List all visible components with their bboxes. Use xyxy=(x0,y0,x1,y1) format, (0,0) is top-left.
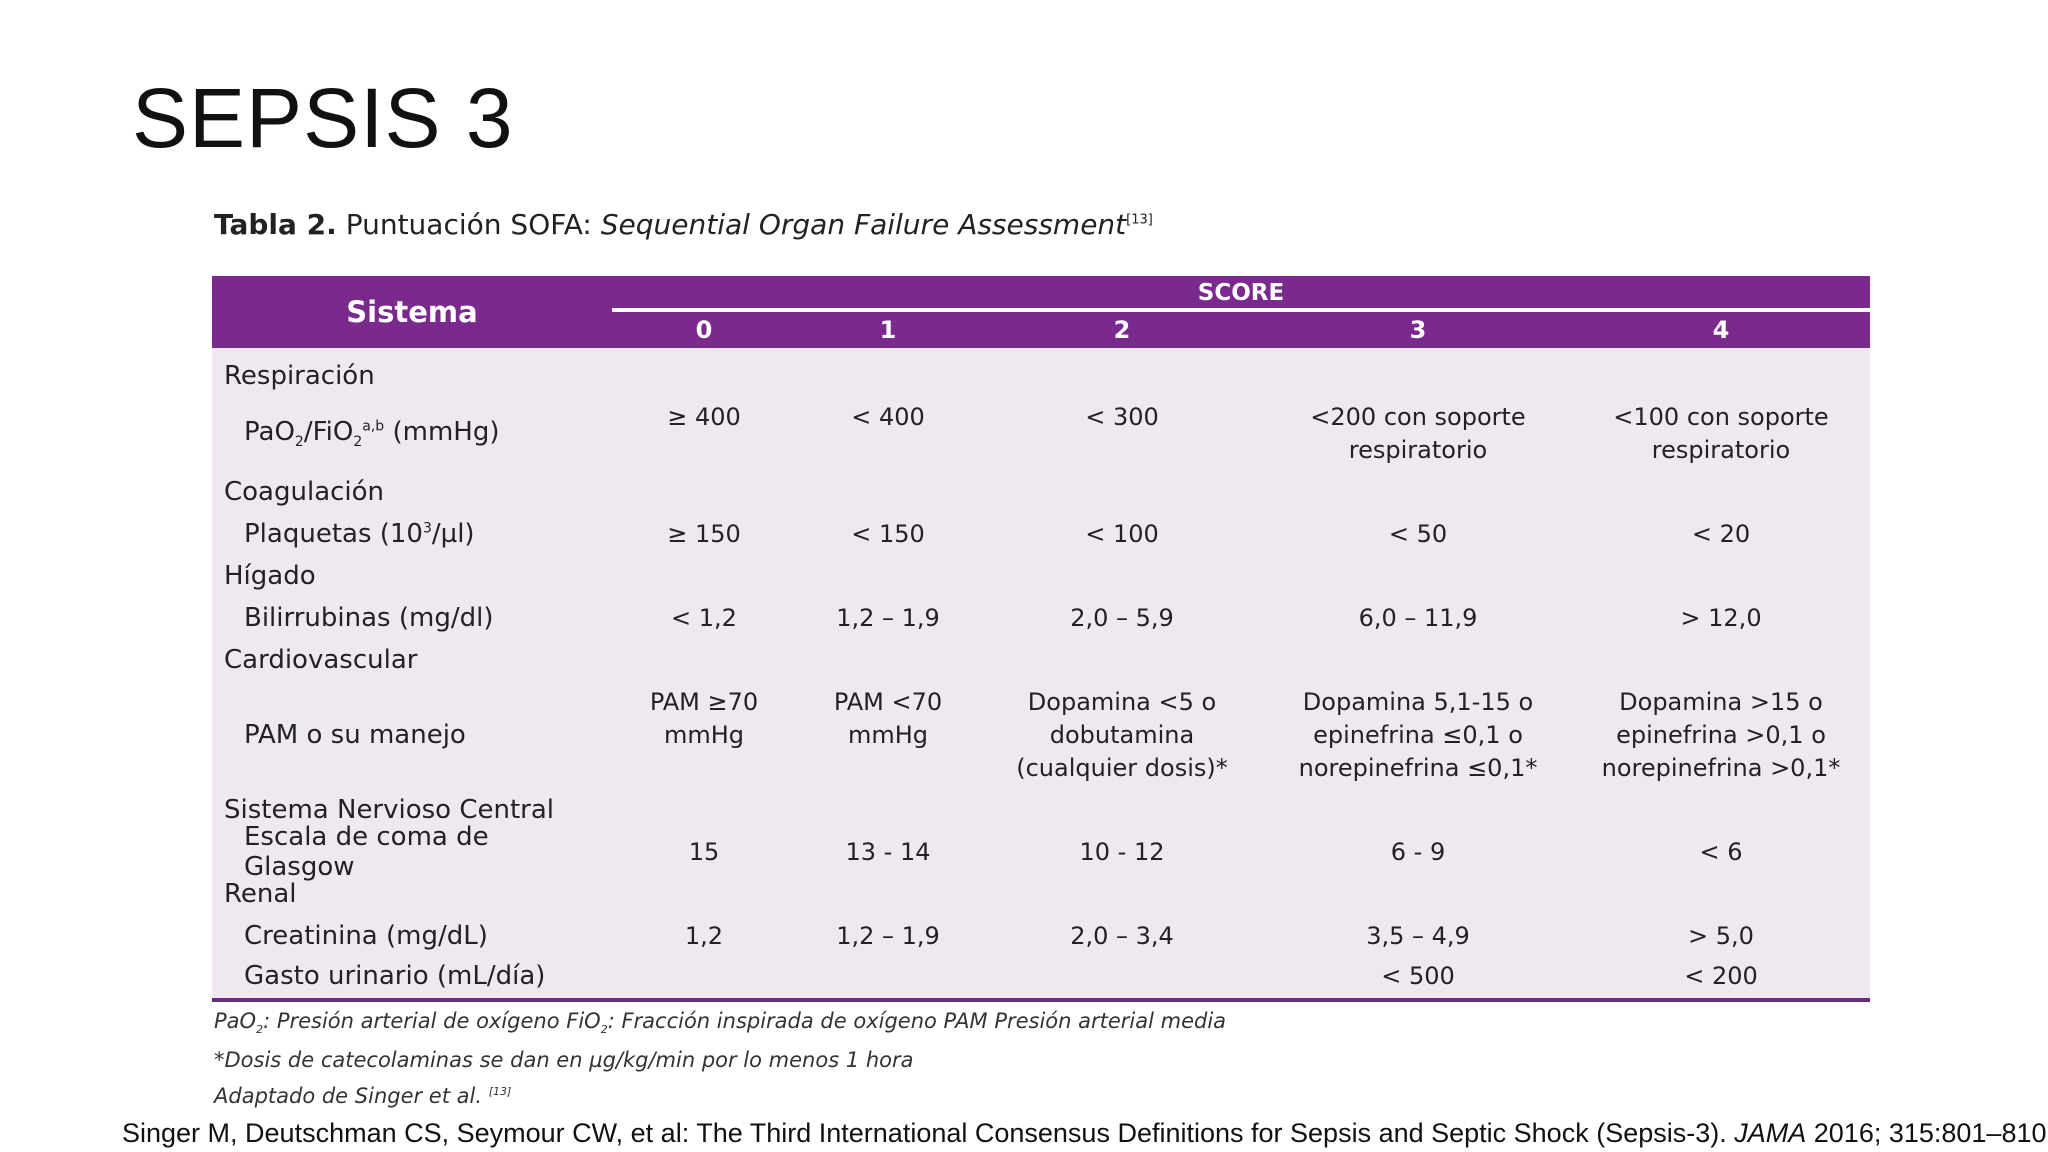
cell: 2,0 – 3,4 xyxy=(1070,921,1174,950)
citation-text: Singer M, Deutschman CS, Seymour CW, et al: The Third International Consensus Definitions for Sepsis and Septic Shock (Sepsis-3). xyxy=(122,1118,1735,1148)
table-row-bilirrubinas xyxy=(212,598,1870,638)
cell: ≥ 150 xyxy=(667,519,741,548)
score-level-0: 0 xyxy=(695,316,713,344)
row-label-glasgow: Escala de coma de Glasgow xyxy=(244,822,489,882)
cell: 10 - 12 xyxy=(1079,837,1165,866)
cell: Dopamina >15 o epinefrina >0,1 o norepinefrina >0,1* xyxy=(1601,687,1841,782)
cell: <100 con soporte respiratorio xyxy=(1613,403,1829,464)
cell: < 1,2 xyxy=(671,603,737,632)
label-sup: a,b xyxy=(362,418,385,435)
table-row-pam xyxy=(212,682,1870,788)
citation-journal: JAMA xyxy=(1734,1118,1807,1148)
table-caption xyxy=(214,208,1153,241)
group-respiracion: Respiración xyxy=(224,361,375,391)
group-renal: Renal xyxy=(224,879,297,909)
row-label-pao2 xyxy=(212,417,600,450)
cell: < 150 xyxy=(851,519,925,548)
label-part: /FiO xyxy=(303,417,354,448)
sofa-table xyxy=(212,276,1870,1002)
group-snc: Sistema Nervioso Central xyxy=(224,795,555,825)
score-level-1: 1 xyxy=(879,316,897,344)
cell: <200 con soporte respiratorio xyxy=(1310,403,1526,464)
label-part: Plaquetas (10 xyxy=(244,519,423,549)
note-part: : Fracción inspirada de oxígeno PAM Presión arterial media xyxy=(607,1009,1227,1033)
cell: Dopamina 5,1-15 o epinefrina ≤0,1 o norepinefrina ≤0,1* xyxy=(1298,687,1538,782)
cell: 6,0 – 11,9 xyxy=(1358,603,1478,632)
cell xyxy=(796,960,980,993)
cell: 1,2 – 1,9 xyxy=(836,603,940,632)
header-levels xyxy=(612,312,1870,348)
footnote-abbreviations xyxy=(214,1006,1226,1045)
cell: < 300 xyxy=(1085,403,1159,431)
label-part: /µl) xyxy=(431,519,475,549)
cell: < 20 xyxy=(1691,519,1751,548)
header-score: SCORE xyxy=(1197,280,1285,306)
score-level-3: 3 xyxy=(1409,316,1427,344)
citation-details: 2016; 315:801–810 xyxy=(1806,1118,2047,1148)
cell: 13 - 14 xyxy=(845,837,931,866)
group-cardiovascular: Cardiovascular xyxy=(224,645,418,675)
label-sup: 3 xyxy=(422,520,432,537)
row-label-plaquetas xyxy=(212,519,600,549)
caption-text: Puntuación SOFA: xyxy=(336,208,601,241)
cell: < 200 xyxy=(1684,961,1758,990)
score-level-2: 2 xyxy=(1113,316,1131,344)
note-part: PaO xyxy=(214,1009,257,1033)
score-level-4: 4 xyxy=(1712,316,1730,344)
cell: > 12,0 xyxy=(1680,603,1762,632)
table-footnotes xyxy=(214,1006,1226,1112)
footnote-adaptado xyxy=(214,1076,1226,1112)
cell: < 50 xyxy=(1388,519,1448,548)
label-part: (mmHg) xyxy=(384,417,500,448)
table-header xyxy=(212,276,1870,348)
group-coagulacion: Coagulación xyxy=(224,477,385,507)
cell: > 5,0 xyxy=(1688,921,1754,950)
row-label-creatinina: Creatinina (mg/dL) xyxy=(244,921,488,951)
caption-label: Tabla 2. xyxy=(214,208,337,241)
cell: 3,5 – 4,9 xyxy=(1366,921,1470,950)
note-sub: 2 xyxy=(600,1023,608,1037)
cell: < 400 xyxy=(851,403,925,431)
table-row-pao2 xyxy=(212,398,1870,470)
label-sub: 2 xyxy=(353,434,363,451)
header-sistema: Sistema xyxy=(346,295,478,329)
row-label-gasto: Gasto urinario (mL/día) xyxy=(244,961,546,991)
caption-italic: Sequential Organ Failure Assessment xyxy=(600,208,1127,241)
cell: ≥ 400 xyxy=(667,403,741,431)
cell xyxy=(980,960,1264,993)
slide-title: SEPSIS 3 xyxy=(132,71,514,165)
footnote-dosis: *Dosis de catecolaminas se dan en µg/kg/min por lo menos 1 hora xyxy=(214,1048,914,1073)
cell: 2,0 – 5,9 xyxy=(1070,603,1174,632)
row-label-bilirrubinas: Bilirrubinas (mg/dl) xyxy=(244,603,494,633)
cell: 1,2 xyxy=(684,921,724,950)
table-row-glasgow xyxy=(212,822,1870,882)
row-label-pam: PAM o su manejo xyxy=(244,720,466,750)
cell: < 6 xyxy=(1699,837,1743,866)
note-sub: 2 xyxy=(256,1023,264,1037)
cell: PAM ≥70 mmHg xyxy=(649,687,759,749)
group-higado: Hígado xyxy=(224,561,316,591)
table-body xyxy=(212,348,1870,998)
label-sub: 2 xyxy=(294,434,304,451)
cell: PAM <70 mmHg xyxy=(833,687,943,749)
note-part: Adaptado de Singer et al. xyxy=(214,1084,489,1109)
label-part: PaO xyxy=(244,417,295,448)
caption-ref: [13] xyxy=(1126,212,1153,228)
cell: < 500 xyxy=(1381,961,1455,990)
cell xyxy=(612,960,796,993)
cell: 6 - 9 xyxy=(1390,837,1446,866)
note-ref: [13] xyxy=(488,1085,512,1099)
table-row-plaquetas xyxy=(212,514,1870,554)
cell: 15 xyxy=(688,837,720,866)
table-row-creatinina xyxy=(212,916,1870,956)
citation xyxy=(122,1118,2047,1149)
cell: Dopamina <5 o dobutamina (cualquier dosis)* xyxy=(1016,687,1228,782)
table-row-gasto xyxy=(212,956,1870,996)
cell: < 100 xyxy=(1085,519,1159,548)
note-part: : Presión arterial de oxígeno FiO xyxy=(263,1009,601,1033)
cell: 1,2 – 1,9 xyxy=(836,921,940,950)
